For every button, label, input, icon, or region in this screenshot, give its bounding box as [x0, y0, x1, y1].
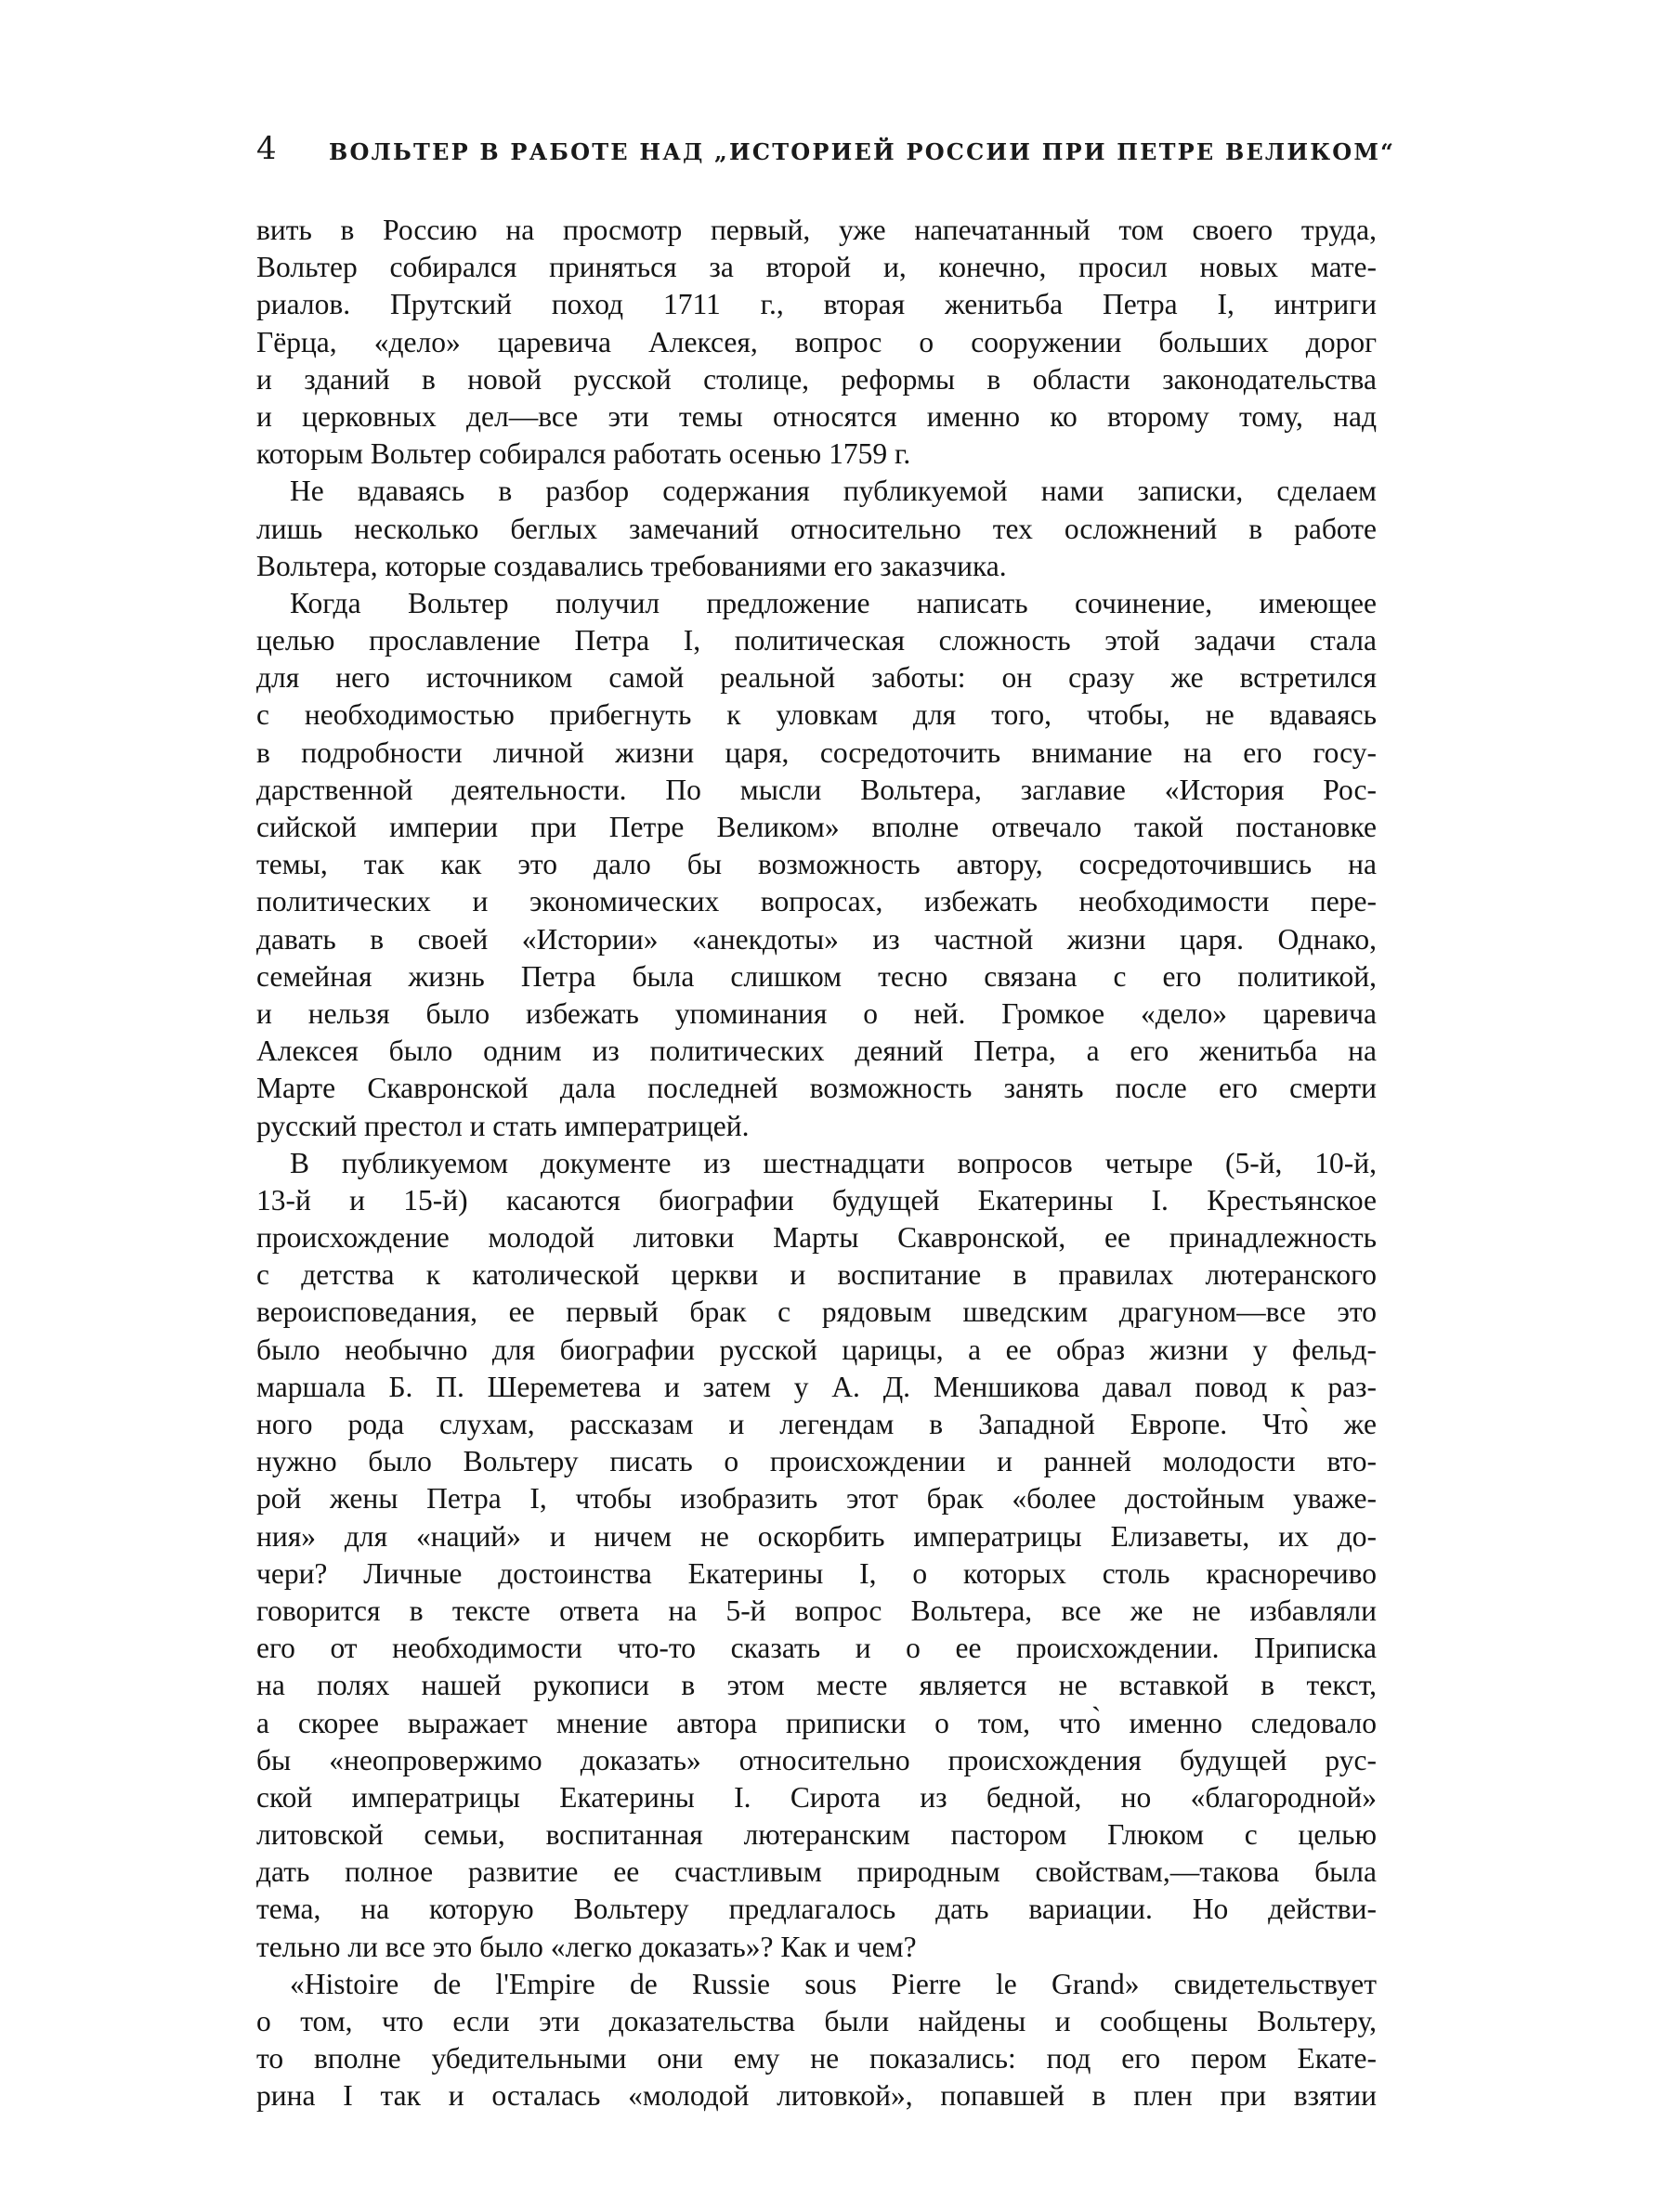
- text-line: ния» для «наций» и ничем не оскорбить императрицы Елизаветы, их до-: [256, 1519, 1377, 1553]
- text-line: вить в Россию на просмотр первый, уже напечатанный том своего труда,: [256, 214, 1377, 246]
- text-line: ской императрицы Екатерины I. Сирота из бедной, но «благородной»: [256, 1780, 1377, 1814]
- text-line: нужно было Вольтеру писать о происхождении и ранней молодости вто-: [256, 1445, 1377, 1478]
- text-line: и зданий в новой русской столице, реформы в области законодательства: [256, 362, 1377, 396]
- text-line: давать в своей «Истории» «анекдоты» из частной жизни царя. Однако,: [256, 922, 1377, 956]
- text-line: его от необходимости что-то сказать и о ее происхождении. Приписка: [256, 1632, 1377, 1665]
- text-line: целью прославление Петра I, политическая сложность этой задачи стала: [256, 624, 1377, 657]
- text-line: семейная жизнь Петра была слишком тесно связана с его политикой,: [256, 959, 1377, 993]
- text-line: которым Вольтер собирался работать осенью 1759 г.: [256, 437, 911, 471]
- text-line: говорится в тексте ответа на 5-й вопрос Вольтера, все же не избавляли: [256, 1594, 1377, 1627]
- text-line: маршала Б. П. Шереметева и затем у А. Д. Меншикова давал повод к раз-: [256, 1370, 1377, 1403]
- text-line: вероисповедания, ее первый брак с рядовым шведским драгуном—все это: [256, 1295, 1377, 1329]
- paragraph: [256, 212, 1377, 473]
- text-line: для него источником самой реальной заботы: он сразу же встретился: [256, 661, 1377, 695]
- paragraph: [256, 585, 1377, 1145]
- text-line: рой жены Петра I, чтобы изобразить этот брак «более достойным уваже-: [256, 1482, 1377, 1516]
- text-line: и церковных дел—все эти темы относятся именно ко второму тому, над: [256, 399, 1377, 433]
- text-line: Вольтер собирался приняться за второй и, конечно, просил новых мате-: [256, 251, 1377, 284]
- text-line: 13-й и 15-й) касаются биографии будущей Екатерины I. Крестьянское: [256, 1183, 1377, 1217]
- running-head: [256, 128, 1396, 173]
- text-line: ного рода слухам, рассказам и легендам в Западной Европе. Что̀ же: [256, 1408, 1377, 1440]
- text-line: и нельзя было избежать упоминания о ней. Громкое «дело» царевича: [256, 996, 1377, 1030]
- text-line: Гёрца, «дело» царевича Алексея, вопрос о сооружении больших дорог: [256, 325, 1377, 358]
- text-line: литовской семьи, воспитанная лютеранским пастором Глюком с целью: [256, 1818, 1377, 1852]
- text-line: темы, так как это дало бы возможность автору, сосредоточившись на: [256, 848, 1377, 881]
- text-line: Когда Вольтер получил предложение написать сочинение, имеющее: [290, 586, 1377, 619]
- text-line: Не вдаваясь в разбор содержания публикуемой нами записки, сделаем: [290, 475, 1377, 508]
- text-line: политических и экономических вопросах, избежать необходимости пере-: [256, 885, 1377, 918]
- text-line: с детства к католической церкви и воспитание в правилах лютеранского: [256, 1258, 1377, 1292]
- text-line: происхождение молодой литовки Марты Скавронской, ее принадлежность: [256, 1221, 1377, 1255]
- text-line: рина I так и осталась «молодой литовкой», попавшей в плен при взятии: [256, 2079, 1377, 2113]
- text-line: «Histoire de l'Empire de Russie sous Pierre le Grand» свидетельствует: [290, 1967, 1377, 2000]
- text-line: риалов. Прутский поход 1711 г., вторая женитьба Петра I, интриги: [256, 288, 1377, 321]
- text-line: Марте Скавронской дала последней возможность занять после его смерти: [256, 1072, 1377, 1105]
- text-line: дать полное развитие ее счастливым природным свойствам,—такова была: [256, 1855, 1377, 1889]
- text-line: русский престол и стать императрицей.: [256, 1109, 750, 1142]
- text-line: бы «неопровержимо доказать» относительно происхождения будущей рус-: [256, 1743, 1377, 1776]
- text-line: лишь несколько беглых замечаний относительно тех осложнений в работе: [256, 512, 1377, 545]
- text-line: было необычно для биографии русской царицы, а ее образ жизни у фельд-: [256, 1333, 1377, 1366]
- text-line: сийской империи при Петре Великом» вполне отвечало такой постановке: [256, 811, 1377, 843]
- text-line: Алексея было одним из политических деяний Петра, а его женитьба на: [256, 1034, 1377, 1068]
- text-line: В публикуемом документе из шестнадцати вопросов четыре (5-й, 10-й,: [290, 1146, 1377, 1179]
- paragraph: [256, 1145, 1377, 1966]
- text-line: дарственной деятельности. По мысли Вольтера, заглавие «История Рос-: [256, 773, 1377, 806]
- text-line: о том, что если эти доказательства были найдены и сообщены Вольтеру,: [256, 2005, 1377, 2037]
- running-title: ВОЛЬТЕР В РАБОТЕ НАД „ИСТОРИЕЙ РОССИИ ПРИ ПЕТРЕ ВЕЛИКОМ“: [329, 138, 1396, 165]
- paragraph: [256, 1966, 1377, 2115]
- text-line: с необходимостью прибегнуть к уловкам для того, чтобы, не вдаваясь: [256, 698, 1377, 732]
- text-line: в подробности личной жизни царя, сосредоточить внимание на его госу-: [256, 735, 1377, 769]
- text-line: тема, на которую Вольтеру предлагалось дать вариации. Но действи-: [256, 1893, 1377, 1926]
- body-text: [256, 212, 1377, 2115]
- text-line: а скорее выражает мнение автора приписки о том, что̀ именно следовало: [256, 1706, 1377, 1739]
- text-line: на полях нашей рукописи в этом месте является не вставкой в текст,: [256, 1669, 1377, 1702]
- text-line: Вольтера, которые создавались требованиями его заказчика.: [256, 549, 1007, 582]
- text-line: то вполне убедительными они ему не показались: под его пером Екате-: [256, 2042, 1377, 2075]
- text-line: тельно ли все это было «легко доказать»? Как и чем?: [256, 1930, 917, 1963]
- page-number: 4: [256, 130, 277, 167]
- text-line: чери? Личные достоинства Екатерины I, о которых столь красноречиво: [256, 1556, 1377, 1590]
- paragraph: [256, 473, 1377, 585]
